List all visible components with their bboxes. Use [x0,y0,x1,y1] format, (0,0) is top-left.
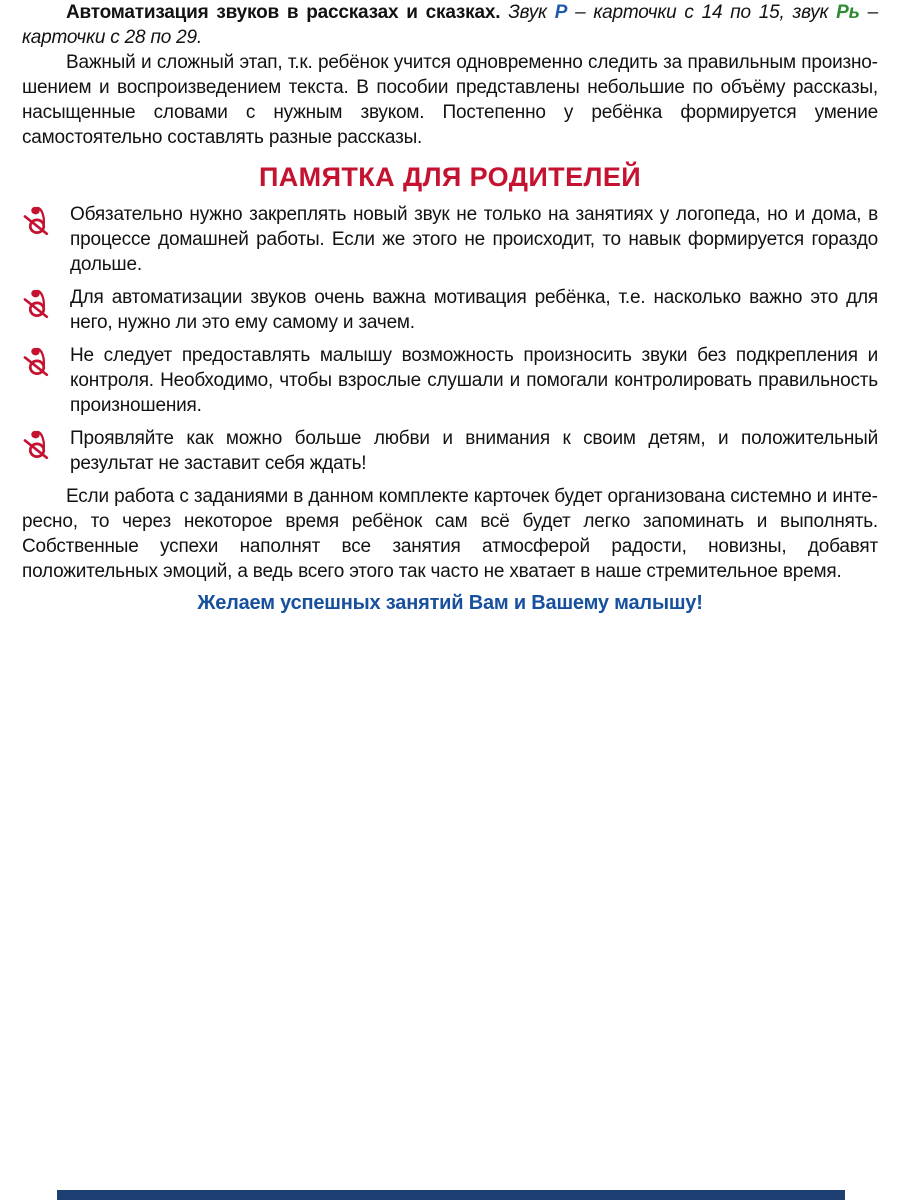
stage-paragraph: Важный и сложный этап, т.к. ребёнок учится одновременно следить за правильным произношением и воспроизведением текста. В пособии представлены небольшие по объёму рассказы, насыщенные словами с нужным звуком. Постепенно у ребёнка формируется умение самостоятельно составлять разные рассказы. [22,52,878,148]
memo-item-text: Проявляйте как можно больше любви и внимания к своим детям, и положительный результат не заставит себя ждать! [70,428,878,474]
intro-italic-1: Звук [500,2,555,23]
memo-title: ПАМЯТКА ДЛЯ РОДИТЕЛЕЙ [258,162,642,192]
intro-italic-3: – карточки с 28 по 29. [22,2,878,48]
memo-item-text: Для автоматизации звуков очень важна мотивация ребёнка, т.е. насколько важно это для него, нужно ли это ему самому и зачем. [70,287,878,333]
wish-line: Желаем успешных занятий Вам и Вашему малышу! [197,592,703,614]
sound-hard-letter: Р [554,2,568,23]
intro-paragraph [22,0,878,50]
memo-item [22,343,878,418]
intro-bold-sentence: Автоматизация звуков в рассказах и сказках. [66,2,501,23]
page-content [22,0,878,636]
sound-soft-letter: Рь [836,2,860,23]
memo-item-text: Не следует предоставлять малышу возможность произносить звуки без подкрепления и контроля. Необходимо, чтобы взрослые слушали и помогали контролировать правильность произношения. [70,345,878,416]
memo-item [22,426,878,476]
crossed-cursive-letter-icon [22,202,56,277]
crossed-cursive-letter-icon [22,343,56,418]
memo-item [22,202,878,277]
memo-list [22,202,878,476]
crossed-cursive-letter-icon [22,426,56,476]
footer-bar [57,1190,845,1200]
closing-paragraph: Если работа с заданиями в данном комплекте карточек будет организована системно и интересно, то через некоторое время ребёнок сам всё будет легко запоминать и выполнять. Собственные успехи наполнят все занятия атмосферой радости, новизны, добавят положительных эмоций, а ведь всего этого так часто не хватает в наше стремительное время. [22,486,878,582]
crossed-cursive-letter-icon [22,285,56,335]
memo-item [22,285,878,335]
intro-italic-2: – карточки с 14 по 15, звук [567,2,837,23]
memo-item-text: Обязательно нужно закреплять новый звук не только на занятиях у логопеда, но и дома, в процессе домашней работы. Если же этого не происходит, то навык формируется гораздо дольше. [70,204,878,275]
